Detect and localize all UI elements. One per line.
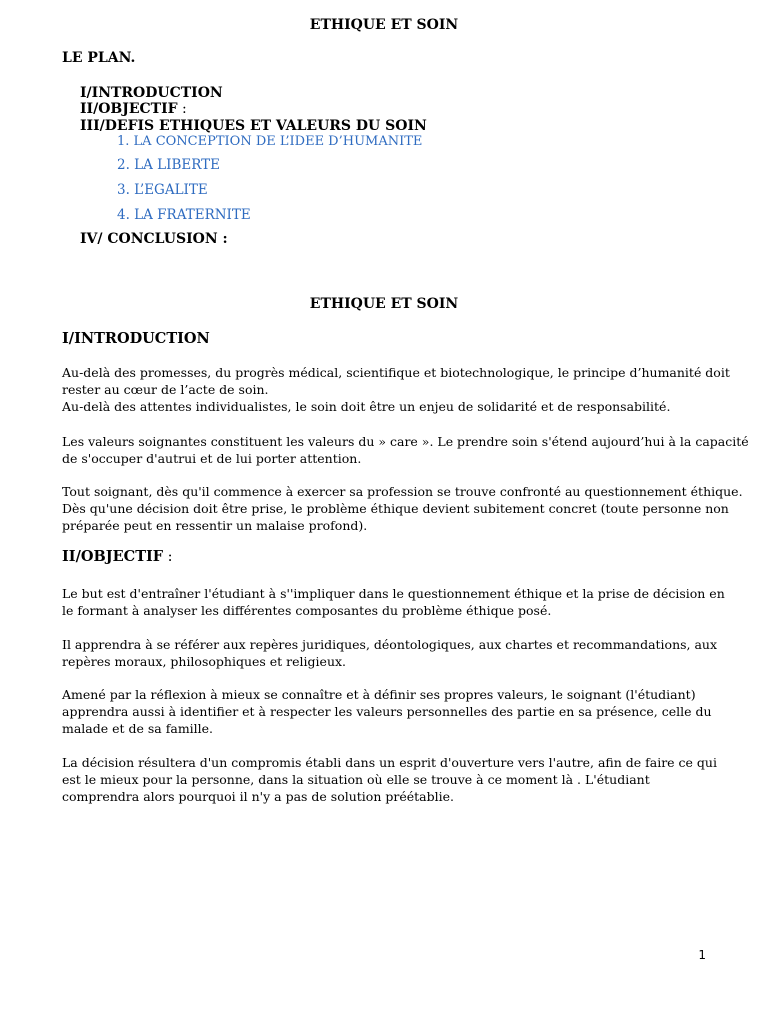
- text-line: Au-delà des attentes individualistes, le soin doit être un enjeu de solidarité et de responsabilité.: [62, 399, 671, 414]
- text-line: malade et de sa famille.: [62, 721, 214, 736]
- toc-item-suffix: :: [177, 101, 187, 117]
- toc-subitem-egalite: 3. L’EGALITE: [117, 182, 208, 198]
- text-line: comprendra alors pourquoi il n'y a pas de solution préétablie.: [62, 789, 454, 804]
- paragraph: [62, 686, 732, 737]
- text-line: Amené par la réflexion à mieux se connaître et à définir ses propres valeurs, le soignant (l'étudiant): [62, 687, 696, 702]
- paragraph: [62, 364, 732, 415]
- paragraph: [62, 433, 749, 467]
- page-number: 1: [698, 948, 706, 962]
- heading-suffix: :: [163, 549, 173, 565]
- toc-subitem-humanite: 1. LA CONCEPTION DE L’IDEE D’HUMANITE: [117, 134, 423, 149]
- body-title: ETHIQUE ET SOIN: [309, 296, 459, 312]
- text-line: apprendra aussi à identifier et à respecter les valeurs personnelles des partie en sa présence, celle du: [62, 704, 712, 719]
- text-line: Au-delà des promesses, du progrès médical, scientifique et biotechnologique, le principe d’humanité doit: [62, 365, 730, 380]
- toc-item-label: II/OBJECTIF: [80, 101, 178, 117]
- plan-title: ETHIQUE ET SOIN: [309, 17, 459, 33]
- toc-item-objectif: [80, 101, 187, 118]
- toc-item-defis: [80, 118, 427, 135]
- paragraph: [62, 754, 732, 805]
- paragraph: [62, 636, 732, 670]
- toc-item-conclusion: IV/ CONCLUSION :: [80, 231, 228, 247]
- heading-introduction: I/INTRODUCTION: [62, 330, 210, 347]
- text-line: Il apprendra à se référer aux repères juridiques, déontologiques, aux chartes et recommandations, aux: [62, 637, 718, 652]
- plan-label: LE PLAN.: [62, 50, 136, 66]
- text-line: rester au cœur de l’acte de soin.: [62, 382, 269, 397]
- text-line: repères moraux, philosophiques et religieux.: [62, 654, 347, 669]
- text-line: préparée peut en ressentir un malaise profond).: [62, 518, 368, 533]
- heading-label: II/OBJECTIF: [62, 548, 164, 565]
- text-line: Dès qu'une décision doit être prise, le problème éthique devient subitement concret (toute personne non: [62, 501, 729, 516]
- text-line: Tout soignant, dès qu'il commence à exercer sa profession se trouve confronté au questionnement éthique.: [62, 484, 743, 499]
- paragraph: [62, 483, 743, 534]
- text-line: Les valeurs soignantes constituent les valeurs du » care ». Le prendre soin s'étend aujourd’hui à la capacité: [62, 434, 749, 449]
- text-line: le formant à analyser les différentes composantes du problème éthique posé.: [62, 603, 552, 618]
- toc-subitem-liberte: 2. LA LIBERTE: [117, 157, 221, 173]
- text-line: de s'occuper d'autrui et de lui porter attention.: [62, 451, 362, 466]
- text-line: Le but est d'entraîner l'étudiant à s''impliquer dans le questionnement éthique et la prise de décision en: [62, 586, 725, 601]
- text-line: La décision résultera d'un compromis établi dans un esprit d'ouverture vers l'autre, afin de faire ce qui: [62, 755, 717, 770]
- toc-item-label: III/DEFIS ETHIQUES ET VALEURS DU SOIN: [80, 118, 427, 134]
- toc-item-label: I/INTRODUCTION: [80, 85, 223, 101]
- paragraph: [62, 585, 732, 619]
- toc-item-introduction: [80, 85, 223, 102]
- heading-objectif: [62, 548, 173, 565]
- text-line: est le mieux pour la personne, dans la situation où elle se trouve à ce moment là . L'étudiant: [62, 772, 650, 787]
- toc-subitem-fraternite: 4. LA FRATERNITE: [117, 207, 251, 223]
